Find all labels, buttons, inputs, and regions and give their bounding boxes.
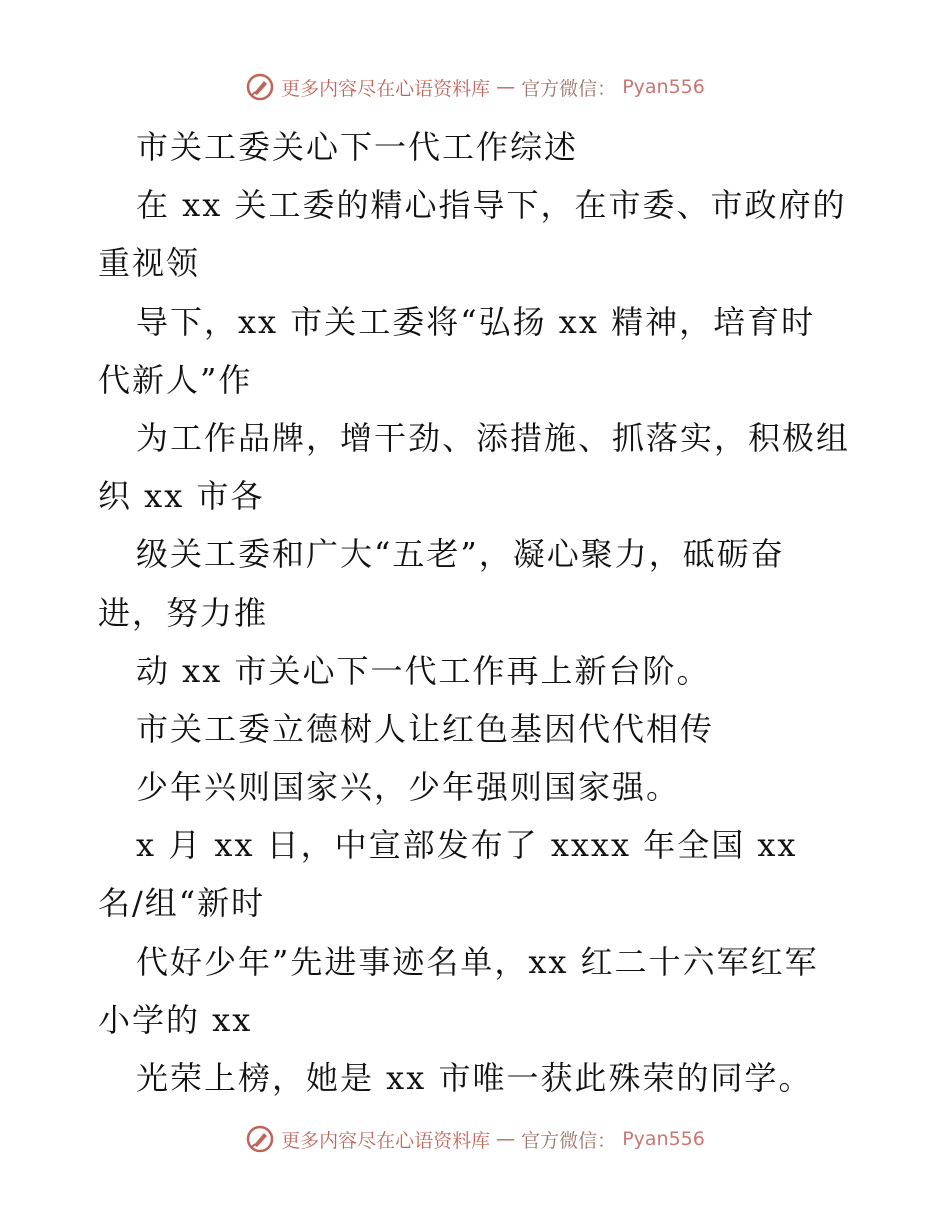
- text-line: 级关工委和广大“五老”，凝心聚力，砥砺奋: [136, 535, 785, 574]
- watermark-label: 官方微信：: [521, 77, 617, 100]
- text-line: 代好少年”先进事迹名单，xx 红二十六军红军: [136, 942, 819, 981]
- text-line: 市关工委关心下一代工作综述: [136, 128, 579, 166]
- watermark-dash: —: [496, 1128, 516, 1150]
- text-line: 市关工委立德树人让红色基因代代相传: [136, 709, 715, 748]
- text-line: 在 xx 关工委的精心指导下，在市委、市政府的: [136, 186, 847, 225]
- watermark-brand: 更多内容尽在心语资料库: [281, 77, 491, 100]
- text-line: 导下，xx 市关工委将“弘扬 xx 精神，培育时: [136, 302, 816, 341]
- text-line: 进，努力推: [98, 593, 269, 632]
- watermark-wechat-id: Pyan556: [622, 1128, 705, 1150]
- pen-logo-icon: [245, 1124, 275, 1154]
- header-watermark: [0, 72, 950, 102]
- text-line: 动 xx 市关心下一代工作再上新台阶。: [136, 651, 711, 690]
- watermark-brand: 更多内容尽在心语资料库: [281, 1129, 491, 1152]
- footer-watermark: [0, 1124, 950, 1154]
- text-line: 光荣上榜，她是 xx 市唯一获此殊荣的同学。: [136, 1059, 813, 1097]
- pen-logo-icon: [245, 72, 275, 102]
- text-line: 少年兴则国家兴，少年强则国家强。: [136, 768, 681, 807]
- text-line: 为工作品牌，增干劲、添措施、抓落实，积极组: [136, 418, 851, 457]
- watermark-label: 官方微信：: [521, 1129, 617, 1152]
- text-line: 代新人”作: [98, 360, 253, 399]
- watermark-dash: —: [496, 76, 516, 98]
- document-body: [98, 118, 858, 1107]
- text-line: 重视领: [98, 244, 201, 283]
- text-line: 小学的 xx: [98, 1000, 253, 1039]
- text-line: x 月 xx 日，中宣部发布了 xxxx 年全国 xx: [136, 826, 798, 865]
- text-line: 织 xx 市各: [98, 477, 265, 516]
- text-line: 名/组“新时: [98, 884, 266, 923]
- watermark-wechat-id: Pyan556: [622, 76, 705, 98]
